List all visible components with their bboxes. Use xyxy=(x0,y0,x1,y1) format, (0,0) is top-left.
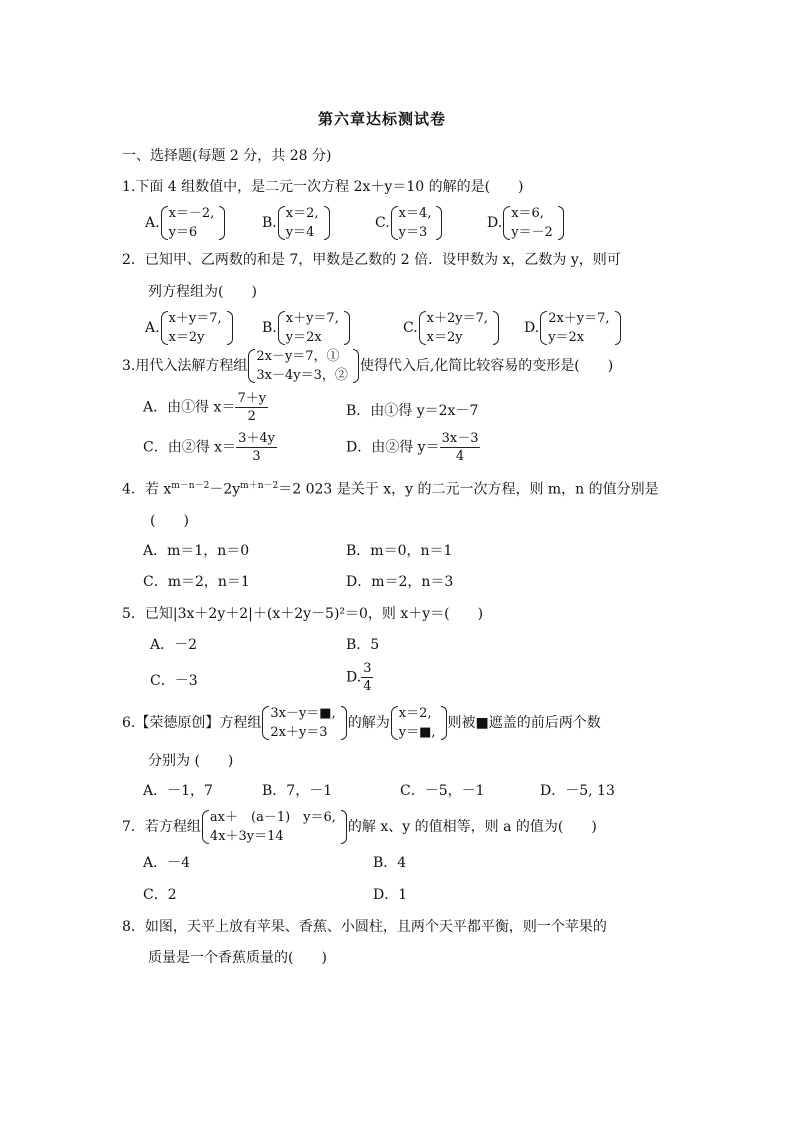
question-5-option-c[interactable]: C．－3 xyxy=(150,673,198,689)
equation-system: x＝6, y＝－2 xyxy=(502,204,565,242)
question-4-option-a[interactable]: A．m＝1，n＝0 xyxy=(143,543,250,559)
equation-system: 2x＋y＝7, y＝2x xyxy=(539,309,621,347)
question-2-option-d[interactable] xyxy=(524,309,622,347)
question-1-option-d[interactable] xyxy=(487,204,565,242)
question-4-answer-paren: ( ) xyxy=(150,513,189,529)
section-heading: 一、选择题(每题 2 分，共 28 分) xyxy=(122,148,332,164)
option-label: C. xyxy=(403,320,418,336)
question-5-stem: 5．已知|3x＋2y＋2|＋(x＋2y－5)²＝0，则 x＋y＝( ) xyxy=(122,606,484,622)
question-2-option-c[interactable] xyxy=(403,309,500,347)
question-5-option-d[interactable]: D. $\frac{3}{4}$ xyxy=(346,661,372,694)
question-8-stem-line1: 8．如图，天平上放有苹果、香蕉、小圆柱，且两个天平都平衡，则一个苹果的 xyxy=(122,919,607,935)
equation-system: x＝2, y＝4 xyxy=(277,204,331,242)
option-label: B. xyxy=(262,320,277,336)
question-6-stem-line2: 分别为 ( ) xyxy=(148,753,234,769)
question-6-option-d[interactable]: D．－5, 13 xyxy=(540,783,615,799)
fraction: $\frac{3}{4}$ xyxy=(363,661,372,694)
question-7-stem: 7．若方程组 ax＋ (a－1) y＝6, 4x＋3y＝14 的解 x、y 的值相等，则 a 的值为( ) xyxy=(122,810,597,844)
page-title: 第六章达标测试卷 xyxy=(318,110,447,128)
equation-system: 2x－y＝7，① 3x－4y＝3，② xyxy=(247,347,360,385)
question-6-option-b[interactable]: B．7，－1 xyxy=(262,783,333,799)
question-7-option-b[interactable]: B．4 xyxy=(373,855,407,871)
question-7-option-a[interactable]: A．－4 xyxy=(143,855,191,871)
solution-system: x＝2, y＝■, xyxy=(390,704,448,742)
question-3-option-b[interactable]: B．由①得 y＝2x－7 xyxy=(346,403,479,419)
question-4-option-b[interactable]: B．m＝0，n＝1 xyxy=(346,543,453,559)
question-6-option-a[interactable]: A．－1，7 xyxy=(143,783,213,799)
fraction: $\frac{3+4y}{3}$ xyxy=(238,431,275,464)
option-label: A. xyxy=(145,320,160,336)
question-1-stem: 1.下面 4 组数值中，是二元一次方程 2x＋y＝10 的解的是( ) xyxy=(122,179,524,195)
question-3-option-c[interactable]: C．由②得 x＝ $\frac{3+4y}{3}$ xyxy=(143,431,275,464)
question-2-stem-line2: 列方程组为( ) xyxy=(148,284,257,300)
question-4-stem: 4．若 $x^{m-n-2}-2y^{m+n-2}=2$ 023 是关于 x，y 的二元一次方程，则 m，n 的值分别是 xyxy=(122,481,659,498)
question-1-option-c[interactable] xyxy=(375,204,443,242)
question-2-stem-line1: 2．已知甲、乙两数的和是 7，甲数是乙数的 2 倍．设甲数为 x，乙数为 y，则可 xyxy=(122,252,621,268)
option-label: D. xyxy=(524,320,540,336)
question-8-stem-line2: 质量是一个香蕉质量的( ) xyxy=(148,950,327,966)
question-1-option-b[interactable] xyxy=(262,204,331,242)
option-label: D. xyxy=(487,215,503,231)
question-4-option-c[interactable]: C．m＝2，n＝1 xyxy=(143,574,250,590)
option-label: B. xyxy=(262,215,277,231)
question-7-option-d[interactable]: D．1 xyxy=(373,887,408,903)
equation-system: 3x－y＝■, 2x＋y＝3 xyxy=(261,704,347,742)
question-2-option-a[interactable] xyxy=(145,309,234,347)
option-label: C. xyxy=(375,215,390,231)
question-6-option-c[interactable]: C．－5，－1 xyxy=(400,783,485,799)
equation-system: x＋y＝7, y＝2x xyxy=(277,309,351,347)
equation-system: x＋2y＝7, x＝2y xyxy=(418,309,500,347)
question-3-option-d[interactable]: D．由②得 y＝ $\frac{3x-3}{4}$ xyxy=(346,431,479,464)
equation-system: x＋y＝7, x＝2y xyxy=(160,309,234,347)
fraction: $\frac{3x-3}{4}$ xyxy=(441,431,479,464)
question-1-option-a[interactable] xyxy=(145,204,226,242)
equation-system: x＝－2, y＝6 xyxy=(160,204,227,242)
question-3-option-a[interactable]: A．由①得 x＝ $\frac{7+y}{2}$ xyxy=(143,391,267,424)
option-label: A. xyxy=(145,215,160,231)
question-3-stem: 3.用代入法解方程组 2x－y＝7，① 3x－4y＝3，② 使得代入后,化简比较容易的变形是( ) xyxy=(122,349,614,383)
question-5-option-b[interactable]: B．5 xyxy=(346,637,380,653)
equation-system: ax＋ (a－1) y＝6, 4x＋3y＝14 xyxy=(201,808,348,846)
question-2-option-b[interactable] xyxy=(262,309,351,347)
question-6-stem: 6.【荣德原创】方程组 3x－y＝■, 2x＋y＝3 的解为 x＝2, y＝■, 则被■遮盖的前后两个数 xyxy=(122,706,601,740)
question-5-option-a[interactable]: A．－2 xyxy=(150,637,198,653)
question-7-option-c[interactable]: C．2 xyxy=(143,887,177,903)
question-4-option-d[interactable]: D．m＝2，n＝3 xyxy=(346,574,454,590)
fraction: $\frac{7+y}{2}$ xyxy=(237,391,267,424)
equation-system: x＝4, y＝3 xyxy=(390,204,444,242)
